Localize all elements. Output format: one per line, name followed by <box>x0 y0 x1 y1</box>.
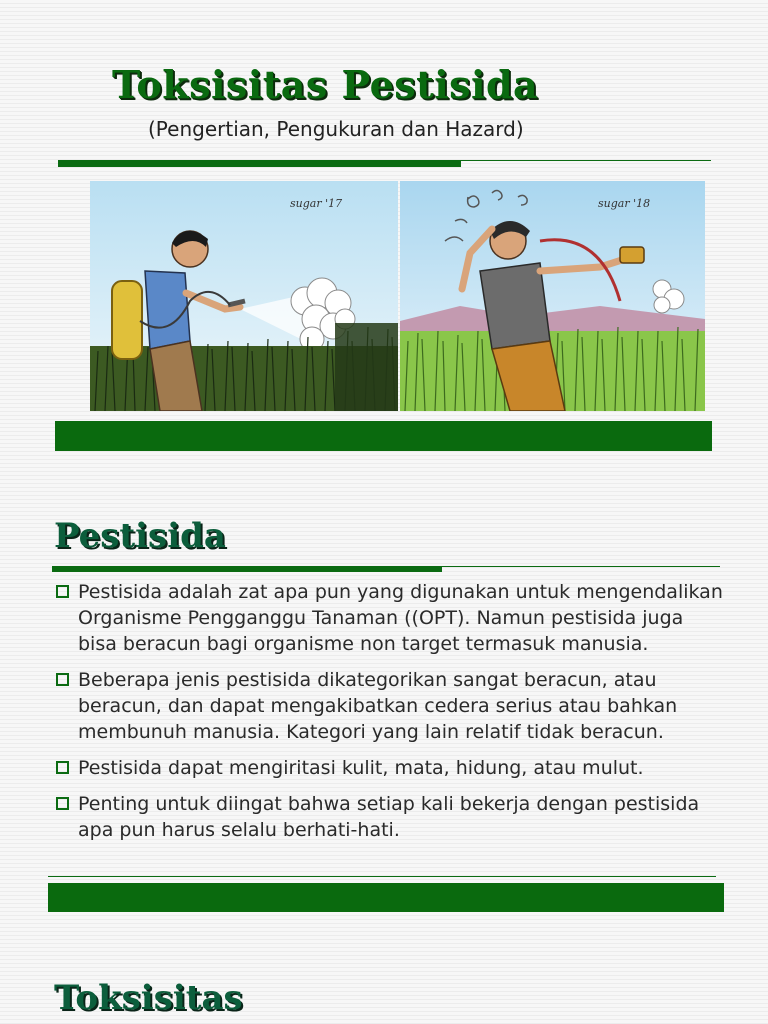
bullet-item <box>54 579 724 657</box>
section-rule-thin <box>442 566 720 567</box>
signature-left: sugar '17 <box>290 197 343 210</box>
slide-subtitle: (Pengertian, Pengukuran dan Hazard) <box>148 117 524 141</box>
title-rule-thin <box>461 160 711 161</box>
checkbox-square-icon <box>56 761 69 774</box>
checkbox-square-icon <box>56 585 69 598</box>
slide2-rule-thin <box>48 876 716 877</box>
bullet-text: Pestisida adalah zat apa pun yang digunakan untuk mengendalikan Organisme Pengganggu Tanaman ((OPT). Namun pestisida juga bisa beracun bagi organisme non target termasuk manusia. <box>78 581 723 655</box>
bullet-item <box>54 755 724 781</box>
illustration-farmer-spraying <box>90 181 398 411</box>
bullet-text: Beberapa jenis pestisida dikategorikan sangat beracun, atau beracun, dan dapat mengakibatkan cedera serius atau bahkan membunuh manusia. Kategori yang lain relatif tidak beracun. <box>78 669 678 743</box>
bullet-text: Penting untuk diingat bahwa setiap kali bekerja dengan pestisida apa pun harus selalu berhati-hati. <box>78 793 700 841</box>
section-title-pestisida: Pestisida <box>54 516 226 556</box>
bullet-item <box>54 791 724 843</box>
slide1-footer-band <box>55 421 712 451</box>
section-rule-thick <box>52 566 442 572</box>
signature-right: sugar '18 <box>598 197 651 210</box>
slide-title: Toksisitas Pestisida <box>112 62 539 107</box>
slide2-footer-band <box>48 883 724 912</box>
illustration-farmer-dizzy <box>400 181 705 411</box>
bullet-text: Pestisida dapat mengiritasi kulit, mata, hidung, atau mulut. <box>78 757 644 779</box>
section-title-toksisitas: Toksisitas <box>54 978 243 1018</box>
checkbox-square-icon <box>56 797 69 810</box>
bullet-list <box>54 579 724 853</box>
bullet-item <box>54 667 724 745</box>
title-rule-thick <box>58 160 461 167</box>
checkbox-square-icon <box>56 673 69 686</box>
